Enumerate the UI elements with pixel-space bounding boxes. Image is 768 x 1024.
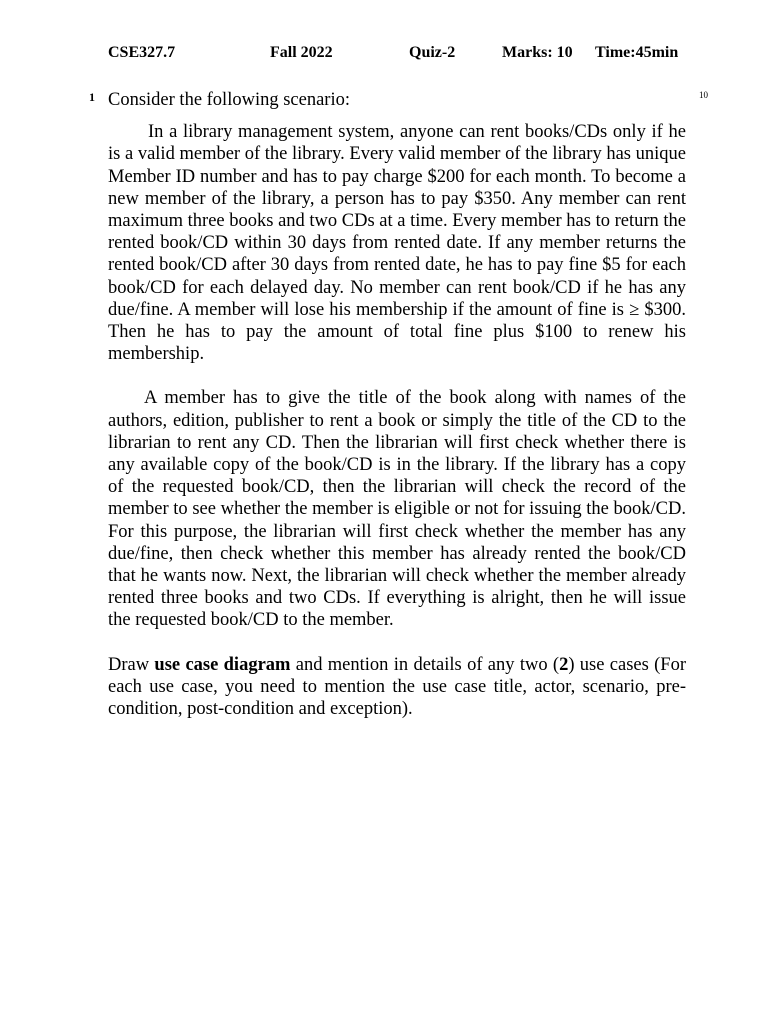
exam-term: Fall 2022 (270, 44, 333, 61)
task-instruction (108, 654, 686, 721)
time-limit: Time:45min (595, 44, 679, 61)
total-marks: Marks: 10 (502, 44, 573, 61)
task-bold-count: 2 (559, 654, 569, 675)
question-body (108, 89, 686, 720)
scenario-paragraph-2: A member has to give the title of the book along with names of the authors, edition, publisher to rent a book or simply the title of the CD to the librarian to rent any CD. Then the librarian will first check whether there is any available copy of the book/CD is in the library. If the library has a copy of the requested book/CD, then the librarian will check the record of the member to see whether the member is eligible or not for issuing the book/CD. For this purpose, the librarian will first check whether the member has any due/fine, then check whether this member has already rented the book/CD that he wants now. Next, the librarian will check whether the member already rented three books and two CDs. If everything is alright, then he will issue the requested book/CD to the member. (108, 388, 686, 631)
question-marks: 10 (699, 90, 708, 100)
exam-header (0, 44, 768, 64)
task-text-1: Draw (108, 654, 155, 675)
question-number: 1 (89, 90, 95, 104)
quiz-title: Quiz-2 (409, 44, 456, 61)
question-intro: Consider the following scenario: (108, 90, 350, 110)
task-bold-diagram: use case diagram (154, 654, 291, 675)
task-text-3: ) use cases (For each use case, you need to mention the use case title, actor, scenario, pre-condition, post-condition and exception). (108, 654, 687, 720)
task-text-2: and mention in details of any two ( (290, 654, 560, 675)
scenario-paragraph-1: In a library management system, anyone can rent books/CDs only if he is a valid member of the library. Every valid member of the library has unique Member ID number and has to pay charge $200 for each month. To become a new member of the library, a person has to pay $350. Any member can rent maximum three books and two CDs at a time. Every member has to return the rented book/CD within 30 days from rented date. If any member returns the rented book/CD after 30 days from rented date, he has to pay fine $5 for each book/CD for each delayed day. No member can rent book/CD if he has any due/fine. A member will lose his membership if the amount of fine is ≥ $300. Then he has to pay the amount of total fine plus $100 to renew his membership. (108, 122, 686, 365)
course-code: CSE327.7 (108, 44, 176, 61)
